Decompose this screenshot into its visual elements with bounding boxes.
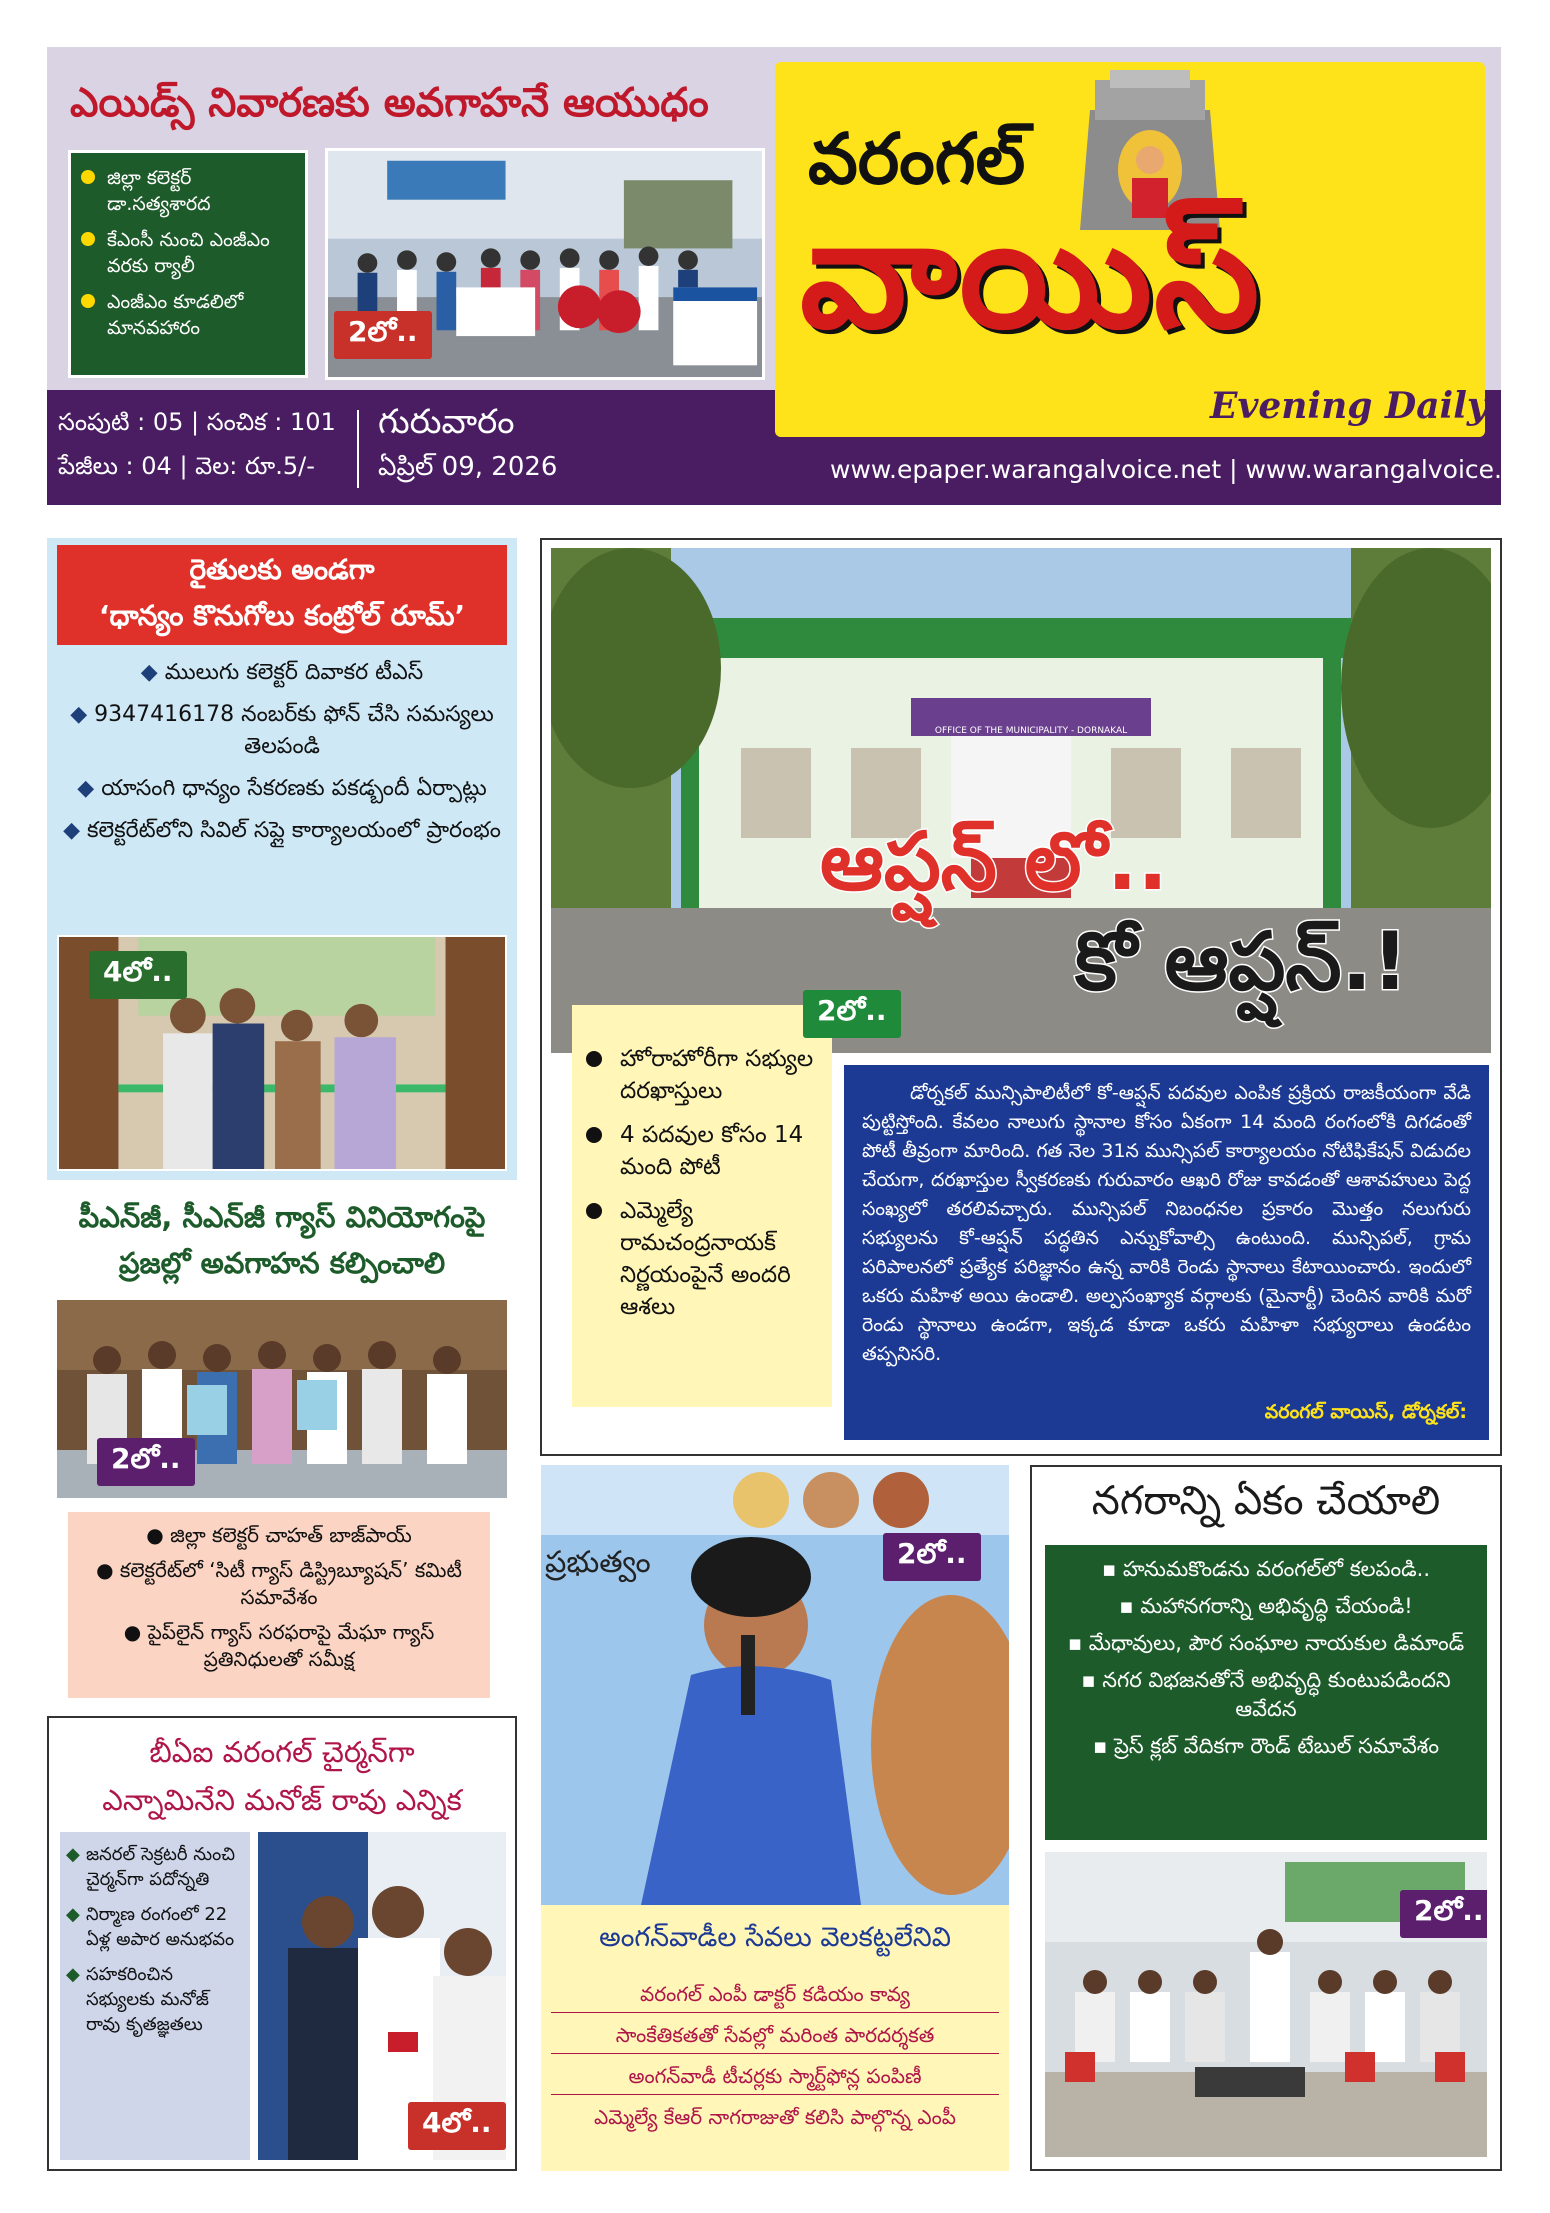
page-ref-tag[interactable]: 4లో.. [408, 2102, 506, 2150]
gas-bullet: ● కలెక్టరేట్‌లో ‘సిటీ గ్యాస్ డిస్ట్రిబ్యూషన్’ కమిటీ సమావేశం [96, 1558, 462, 1609]
banner-govt-text: ప్రభుత్వం [545, 1545, 651, 1580]
main-headline-line1: ఆప్షన్ లో.. [820, 815, 1168, 908]
city-bullet: ▪ మహానగరాన్ని అభివృద్ధి చేయండి! [1119, 1594, 1413, 1618]
main-bullet-box [572, 1005, 832, 1407]
main-bullet: హోరాహోరీగా సభ్యుల దరఖాస్తులు [586, 1043, 822, 1107]
bullet-dot-icon [81, 294, 95, 308]
anganwadi-line: సాంకేతికతతో సేవల్లో మరింత పారదర్శకత [551, 2021, 999, 2054]
gas-title [47, 1200, 517, 1288]
masthead-bullet: కేఎంసీ నుంచి ఎంజీఎం వరకు ర్యాలీ [81, 227, 297, 279]
masthead-bullet: జిల్లా కలెక్టర్ డా.సత్యశారద [81, 165, 297, 217]
diamond-icon: ◆ [66, 1964, 80, 1985]
bullet-dot-icon: ● [96, 1558, 120, 1582]
bai-title-line2: ఎన్నామినేని మనోజ్ రావు ఎన్నిక [102, 1783, 462, 1817]
main-bullet: 4 పదవుల కోసం 14 మంది పోటీ [586, 1119, 822, 1183]
square-bullet-icon: ▪ [1081, 1668, 1103, 1692]
issue-pages-price: పేజీలు : 04 | వెల: రూ.5/- [58, 452, 315, 480]
gas-title-line2: ప్రజల్లో అవగాహన కల్పించాలి [118, 1246, 446, 1280]
bai-title [47, 1735, 517, 1825]
main-article-box [844, 1065, 1489, 1440]
bullet-dot-icon [81, 170, 95, 184]
bai-bullet: ◆ నిర్మాణ రంగంలో 22 ఏళ్ల అపార అనుభవం [66, 1904, 235, 1950]
gas-bullet: ● జిల్లా కలెక్టర్ చాహత్ బాజ్‌పాయ్ [146, 1523, 412, 1547]
bai-bullet: ◆ సహకరించిన సభ్యులకు మనోజ్ రావు కృతజ్ఞతలు [66, 1964, 209, 2035]
bullet-dot-icon: ● [123, 1620, 148, 1644]
anganwadi-line: ఎమ్మెల్యే కేఆర్ నాగరాజుతో కలిసి పాల్గొన్న ఎంపీ [594, 2105, 956, 2129]
bullet-dot-icon [586, 1203, 602, 1219]
bai-bullet-box [60, 1832, 250, 2160]
page-ref-tag[interactable]: 2లో.. [97, 1438, 195, 1486]
farmers-bullet: ◆ ములుగు కలెక్టర్ దివాకర టీఎస్ [140, 660, 424, 685]
control-room-inauguration-photo [57, 935, 507, 1171]
bai-title-line1: బీఏఐ వరంగల్ చైర్మన్‌గా [149, 1735, 415, 1769]
bullet-dot-icon [586, 1127, 602, 1143]
round-table-meeting-photo [1045, 1852, 1487, 2157]
page-ref-tag[interactable]: 2లో.. [803, 990, 901, 1038]
bullet-dot-icon [586, 1051, 602, 1067]
city-bullet: ▪ నగర విభజనతోనే అభివృద్ధి కుంటుపడిందని ఆవేదన [1081, 1668, 1451, 1721]
issue-day: గురువారం [378, 402, 515, 442]
page-ref-tag[interactable]: 2లో.. [883, 1533, 981, 1581]
farmers-title-line2: ‘ధాన్యం కొనుగోలు కంట్రోల్ రూమ్’ [98, 599, 466, 632]
diamond-icon: ◆ [77, 776, 102, 801]
diamond-icon: ◆ [63, 818, 88, 843]
bai-chairman-photo [258, 1832, 506, 2160]
aids-rally-photo [325, 148, 765, 380]
city-bullet: ▪ మేధావులు, పౌర సంఘాల నాయకుల డిమాండ్ [1067, 1631, 1465, 1655]
main-bullet: ఎమ్మెల్యే రామచంద్రనాయక్ నిర్ణయంపైనే అందరి ఆశలు [586, 1195, 822, 1323]
masthead-bullet-box [68, 150, 308, 378]
main-article-body: డోర్నకల్ మున్సిపాలిటీలో కో-ఆప్షన్ పదవుల ఎంపిక ప్రక్రియ రాజకీయంగా వేడి పుట్టిస్తోంది. కేవలం నాలుగు స్థానాల కోసం ఏకంగా 14 మంది రంగంలోకి దిగడంతో పోటీ తీవ్రంగా మారింది. గత నెల 31న మున్సిపల్ కార్యాలయం నోటిఫికేషన్ విడుదల చేయగా, దరఖాస్తుల స్వీకరణకు గురువారం ఆఖరి రోజు కావడంతో ఆశావహులు పెద్ద సంఖ్యలో తరలివచ్చారు. మున్సిపల్ నిబంధనల ప్రకారం మొత్తం నలుగురు సభ్యులను కో-ఆప్షన్ పద్ధతిన ఎన్నుకోవాల్సి ఉంటుంది. మున్సిపల్, గ్రామ పరిపాలనలో ప్రత్యేక పరిజ్ఞానం ఉన్న వారికి రెండు స్థానాలు కేటాయించారు. ఇందులో ఒకరు మహిళ అయి ఉండాలి. అల్పసంఖ్యాక వర్గాలకు (మైనార్టీ) చెందిన వారికి మరో రెండు స్థానాలు ఉండగా, ఇక్కడ కూడా ఒకరు మహిళా సభ్యురాలు ఉండటం తప్పనిసరి. [862, 1082, 1471, 1365]
farmers-title-line1: రైతులకు అండగా [189, 553, 375, 586]
mp-speaking-photo [541, 1465, 1009, 1905]
diamond-icon: ◆ [140, 660, 165, 685]
anganwadi-line: వరంగల్ ఎంపీ డాక్టర్ కడియం కావ్య [551, 1980, 999, 2013]
farmers-bullet: ◆ 9347416178 నంబర్‌కు ఫోన్ చేసి సమస్యలు తెలపండి [70, 702, 494, 759]
page-ref-tag[interactable]: 4లో.. [89, 951, 187, 999]
page-ref-tag[interactable]: 2లో.. [1400, 1890, 1487, 1938]
diamond-icon: ◆ [70, 702, 95, 727]
masthead-headline: ఎయిడ్స్ నివారణకు అవగాహనే ఆయుధం [70, 80, 709, 126]
square-bullet-icon: ▪ [1067, 1631, 1089, 1655]
issue-date: ఏప్రిల్ 09, 2026 [378, 452, 558, 482]
page-ref-tag[interactable]: 2లో.. [334, 311, 432, 359]
square-bullet-icon: ▪ [1119, 1594, 1141, 1618]
gas-bullet-box [68, 1512, 490, 1698]
square-bullet-icon: ▪ [1093, 1734, 1114, 1758]
masthead-bullet: ఎంజీఎం కూడలిలో మానవహారం [81, 289, 297, 341]
anganwadi-title: అంగన్‌వాడీల సేవలు వెలకట్టలేనివి [599, 1922, 951, 1953]
issue-divider [357, 410, 359, 488]
diamond-icon: ◆ [66, 1904, 80, 1925]
logo-top-text: వరంగల్ [808, 118, 1026, 200]
farmers-bullet: ◆ కలెక్టరేట్‌లోని సివిల్ సప్లై కార్యాలయంలో ప్రారంభం [63, 818, 501, 843]
gas-bullet: ● పైప్‌లైన్ గ్యాస్ సరఫరాపై మేఘా గ్యాస్ ప్రతినిధులతో సమీక్ష [123, 1620, 435, 1671]
issue-volume: సంపుటి : 05 | సంచిక : 101 [58, 408, 336, 436]
anganwadi-line: అంగన్‌వాడీ టీచర్లకు స్మార్ట్‌ఫోన్ల పంపిణీ [551, 2062, 999, 2095]
building-sign-text: OFFICE OF THE MUNICIPALITY - DORNAKAL [934, 726, 1128, 736]
city-bullet-box [1045, 1545, 1487, 1840]
diamond-icon: ◆ [66, 1844, 80, 1865]
city-bullet: ▪ హనుమకొండను వరంగల్‌లో కలపండి.. [1101, 1557, 1431, 1581]
website-links[interactable]: www.epaper.warangalvoice.net | www.warangalvoice.net [830, 455, 1544, 484]
anganwadi-lines [551, 1980, 999, 2131]
bullet-dot-icon: ● [146, 1523, 171, 1547]
farmers-title-banner [57, 545, 507, 645]
gas-title-line1: పీఎన్‌జీ, సీఎన్‌జీ గ్యాస్ వినియోగంపై [78, 1200, 486, 1234]
farmers-bullets [60, 657, 504, 847]
city-bullet: ▪ ప్రెస్ క్లబ్ వేదికగా రౌండ్ టేబుల్ సమావేశం [1093, 1734, 1439, 1758]
bai-bullet: ◆ జనరల్ సెక్రటరీ నుంచి చైర్మన్‌గా పదోన్నతి [66, 1844, 236, 1890]
bullet-dot-icon [81, 232, 95, 246]
gas-meeting-photo [57, 1300, 507, 1498]
city-title: నగరాన్ని ఏకం చేయాలి [1091, 1478, 1441, 1524]
logo-subtitle: Evening Daily [1210, 385, 1488, 427]
logo-main-text: వాయిస్ [800, 188, 1262, 362]
main-byline: వరంగల్ వాయిస్, డోర్నకల్: [1264, 1401, 1467, 1423]
main-headline-line2: కో ఆప్షన్.! [1075, 915, 1409, 1008]
square-bullet-icon: ▪ [1101, 1557, 1123, 1581]
farmers-bullet: ◆ యాసంగి ధాన్యం సేకరణకు పకడ్బందీ ఏర్పాట్లు [77, 776, 487, 801]
